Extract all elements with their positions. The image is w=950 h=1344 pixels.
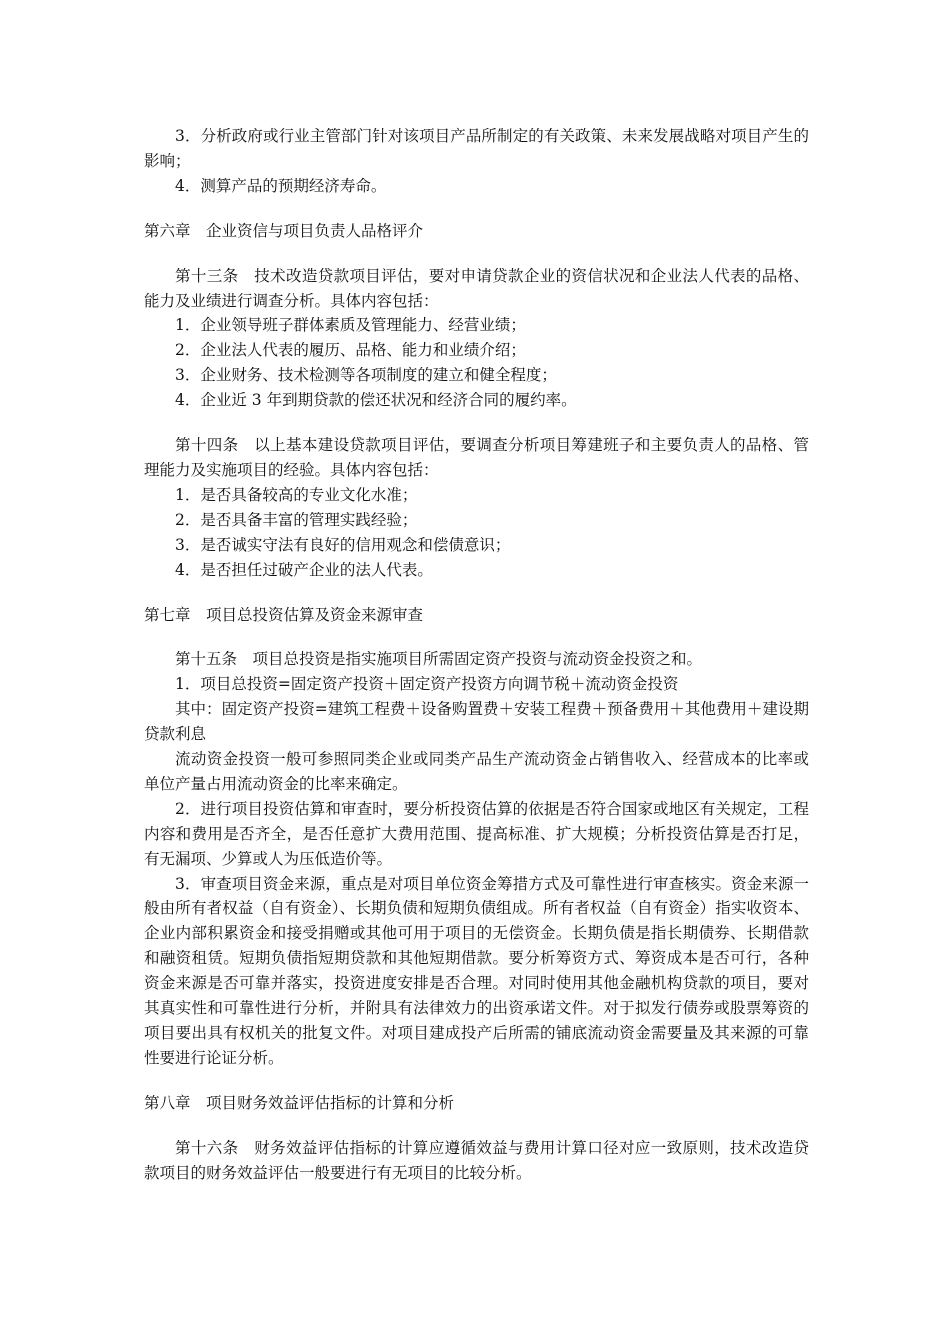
- list-item: 1．企业领导班子群体素质及管理能力、经营业绩；: [175, 316, 526, 335]
- list-item: 3．分析政府或行业主管部门针对该项目产品所制定的有关政策、未来发展战略对项目产生的影响；: [144, 127, 809, 170]
- list-item: 2．企业法人代表的履历、品格、能力和业绩介绍；: [175, 341, 526, 360]
- list-item: 4．是否担任过破产企业的法人代表。: [175, 560, 433, 579]
- article-paragraph: 第十三条 技术改造贷款项目评估，要对申请贷款企业的资信状况和企业法人代表的品格、能力及业绩进行调查分析。具体内容包括：: [144, 266, 809, 310]
- list-item: 1．是否具备较高的专业文化水准；: [175, 485, 418, 504]
- body-paragraph: 流动资金投资一般可参照同类企业或同类产品生产流动资金占销售收入、经营成本的比率或单位产量占用流动资金的比率来确定。: [144, 750, 809, 793]
- body-paragraph: 2．进行项目投资估算和审查时，要分析投资估算的依据是否符合国家或地区有关规定，工程内容和费用是否齐全，是否任意扩大费用范围、提高标准、扩大规模；分析投资估算是否打足，有无漏项、少算或人为压低造价等。: [144, 799, 809, 868]
- list-item: 4．测算产品的预期经济寿命。: [175, 176, 387, 195]
- paragraph-spacer: [144, 413, 809, 433]
- list-item: 3．企业财务、技术检测等各项制度的建立和健全程度；: [175, 366, 557, 385]
- article-paragraph: 第十六条 财务效益评估指标的计算应遵循效益与费用计算口径对应一致原则，技术改造贷款项目的财务效益评估一般要进行有无项目的比较分析。: [144, 1138, 809, 1182]
- list-item: 2．是否具备丰富的管理实践经验；: [175, 510, 418, 529]
- list-item: 4．企业近 3 年到期贷款的偿还状况和经济合同的履约率。: [175, 391, 577, 410]
- body-paragraph: 其中：固定资产投资=建筑工程费＋设备购置费＋安装工程费＋预备费用＋其他费用＋建设期贷款利息: [144, 700, 809, 744]
- article-paragraph: 第十五条 项目总投资是指实施项目所需固定资产投资与流动资金投资之和。: [175, 650, 703, 669]
- article-paragraph: 第十四条 以上基本建设贷款项目评估，要调查分析项目筹建班子和主要负责人的品格、管理能力及实施项目的经验。具体内容包括：: [144, 436, 809, 479]
- document-body: [144, 124, 809, 1186]
- list-item: 3．是否诚实守法有良好的信用观念和偿债意识；: [175, 535, 511, 554]
- chapter-heading: 第八章 项目财务效益评估指标的计算和分析: [144, 1093, 455, 1112]
- chapter-heading: 第七章 项目总投资估算及资金来源审查: [144, 605, 424, 624]
- body-paragraph: 3．审查项目资金来源，重点是对项目单位资金筹措方式及可靠性进行审查核实。资金来源一般由所有者权益（自有资金）、长期负债和短期负债组成。所有者权益（自有资金）指实收资本、企业内部积累资金和接受捐赠或其他可用于项目的无偿资金。长期负债是指长期债券、长期借款和融资租赁。短期负债指短期贷款和其他短期借款。要分析筹资方式、筹资成本是否可行，各种资金来源是否可靠并落实，投资进度安排是否合理。对同时使用其他金融机构贷款的项目，要对其真实性和可靠性进行分析，并附具有法律效力的出资承诺文件。对于拟发行债券或股票筹资的项目要出具有权机关的批复文件。对项目建成投产后所需的铺底流动资金需要量及其来源的可靠性要进行论证分析。: [144, 874, 809, 1067]
- body-paragraph: 1．项目总投资=固定资产投资＋固定资产投资方向调节税＋流动资金投资: [175, 675, 679, 694]
- chapter-heading: 第六章 企业资信与项目负责人品格评介: [144, 221, 424, 240]
